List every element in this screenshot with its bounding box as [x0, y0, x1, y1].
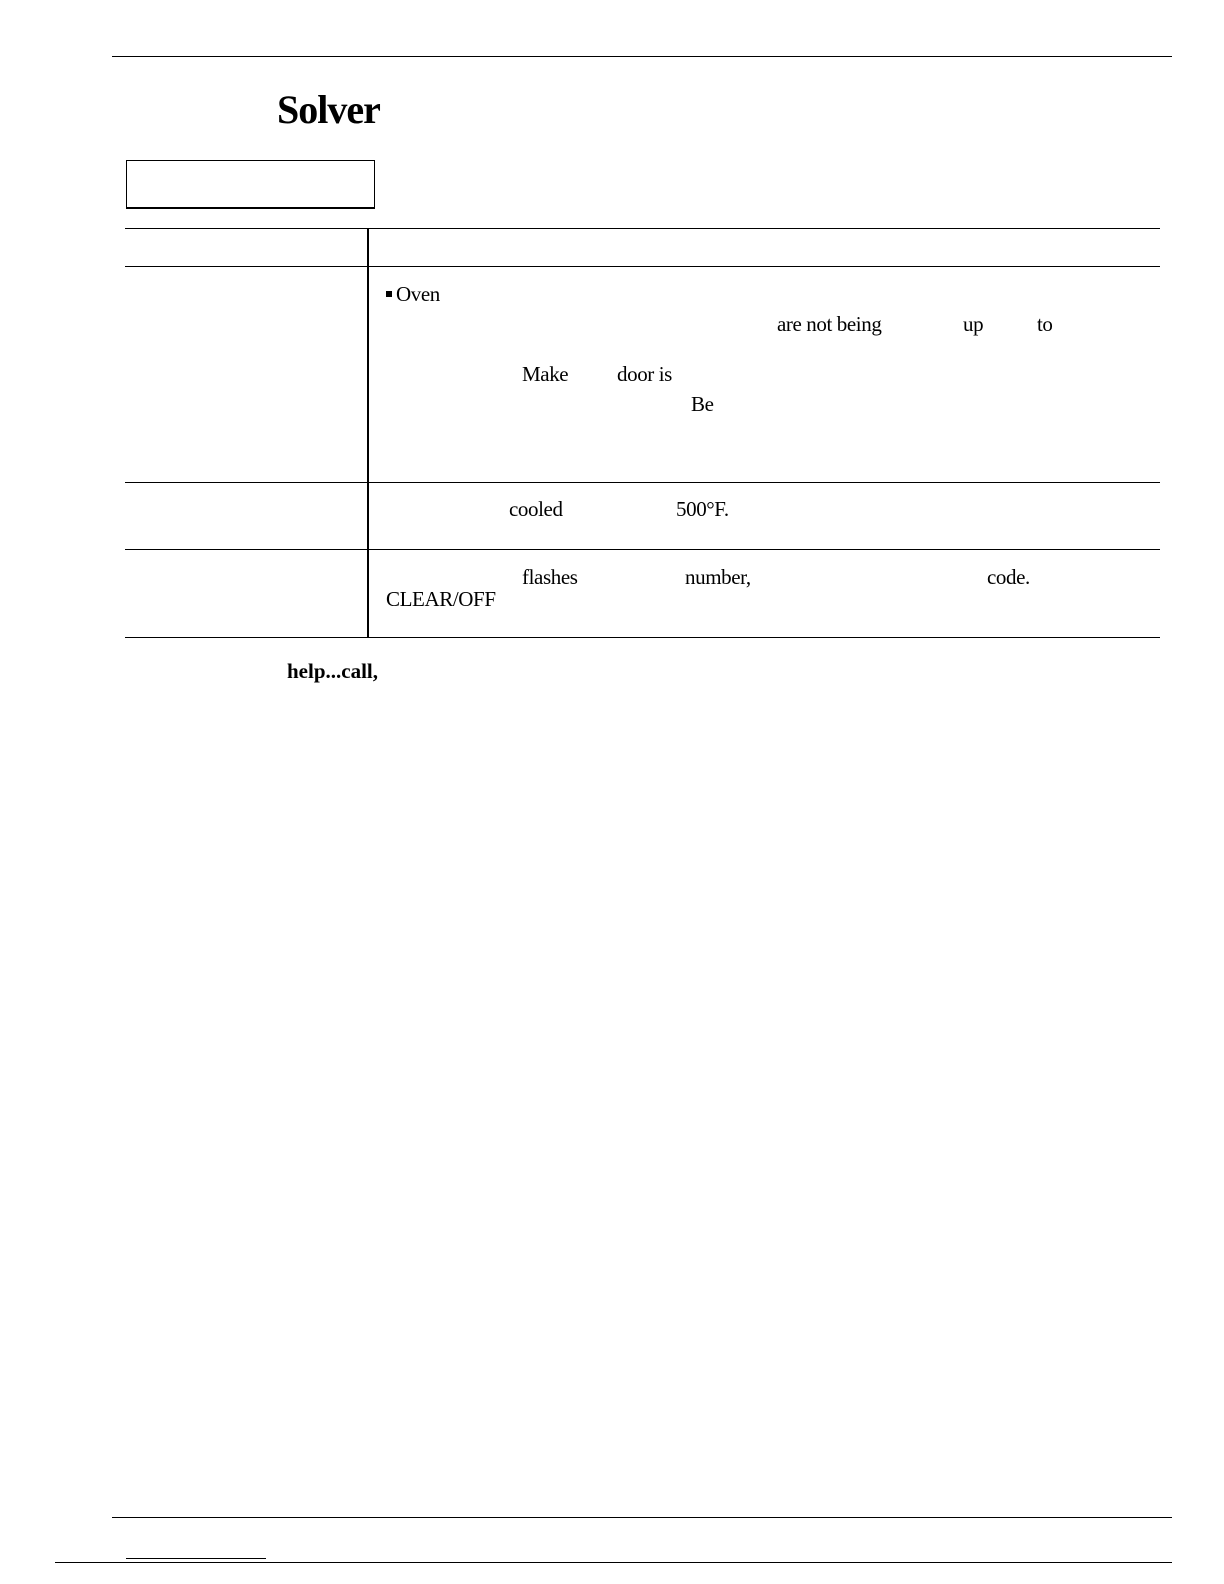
table-cell-text: flashes: [522, 565, 578, 589]
table-cell-text: Make: [522, 362, 569, 386]
table-row-divider: [125, 482, 1160, 483]
table-cell-text: code.: [987, 565, 1030, 589]
table-cell-text: to: [1037, 312, 1053, 336]
table-cell-text: cooled: [509, 497, 563, 521]
help-call-text: help...call,: [287, 659, 379, 683]
table-cell-text: number,: [685, 565, 751, 589]
table-header-bottom-rule: [125, 266, 1160, 267]
bottom-rule: [112, 1517, 1172, 1518]
table-cell-text: up: [963, 312, 984, 336]
table-bottom-rule: [125, 637, 1160, 638]
table-row-divider: [125, 549, 1160, 550]
page-edge-rule: [55, 1562, 1172, 1563]
table-cell-text: are not being: [777, 312, 882, 336]
table-column-divider: [367, 228, 369, 638]
table-cell-text: Be: [691, 392, 714, 416]
top-rule: [112, 56, 1172, 57]
bullet-icon: [386, 291, 392, 297]
page-title: Solver: [277, 87, 380, 132]
table-cell-text: CLEAR/OFF: [386, 587, 496, 611]
table-cell-text: 500°F.: [676, 497, 729, 521]
section-label-box: [126, 160, 375, 209]
table-cell-text: door is: [617, 362, 672, 386]
table-header-top-rule: [125, 228, 1160, 229]
table-cell-text: Oven: [386, 282, 440, 307]
page-edge-mark: [126, 1558, 266, 1559]
